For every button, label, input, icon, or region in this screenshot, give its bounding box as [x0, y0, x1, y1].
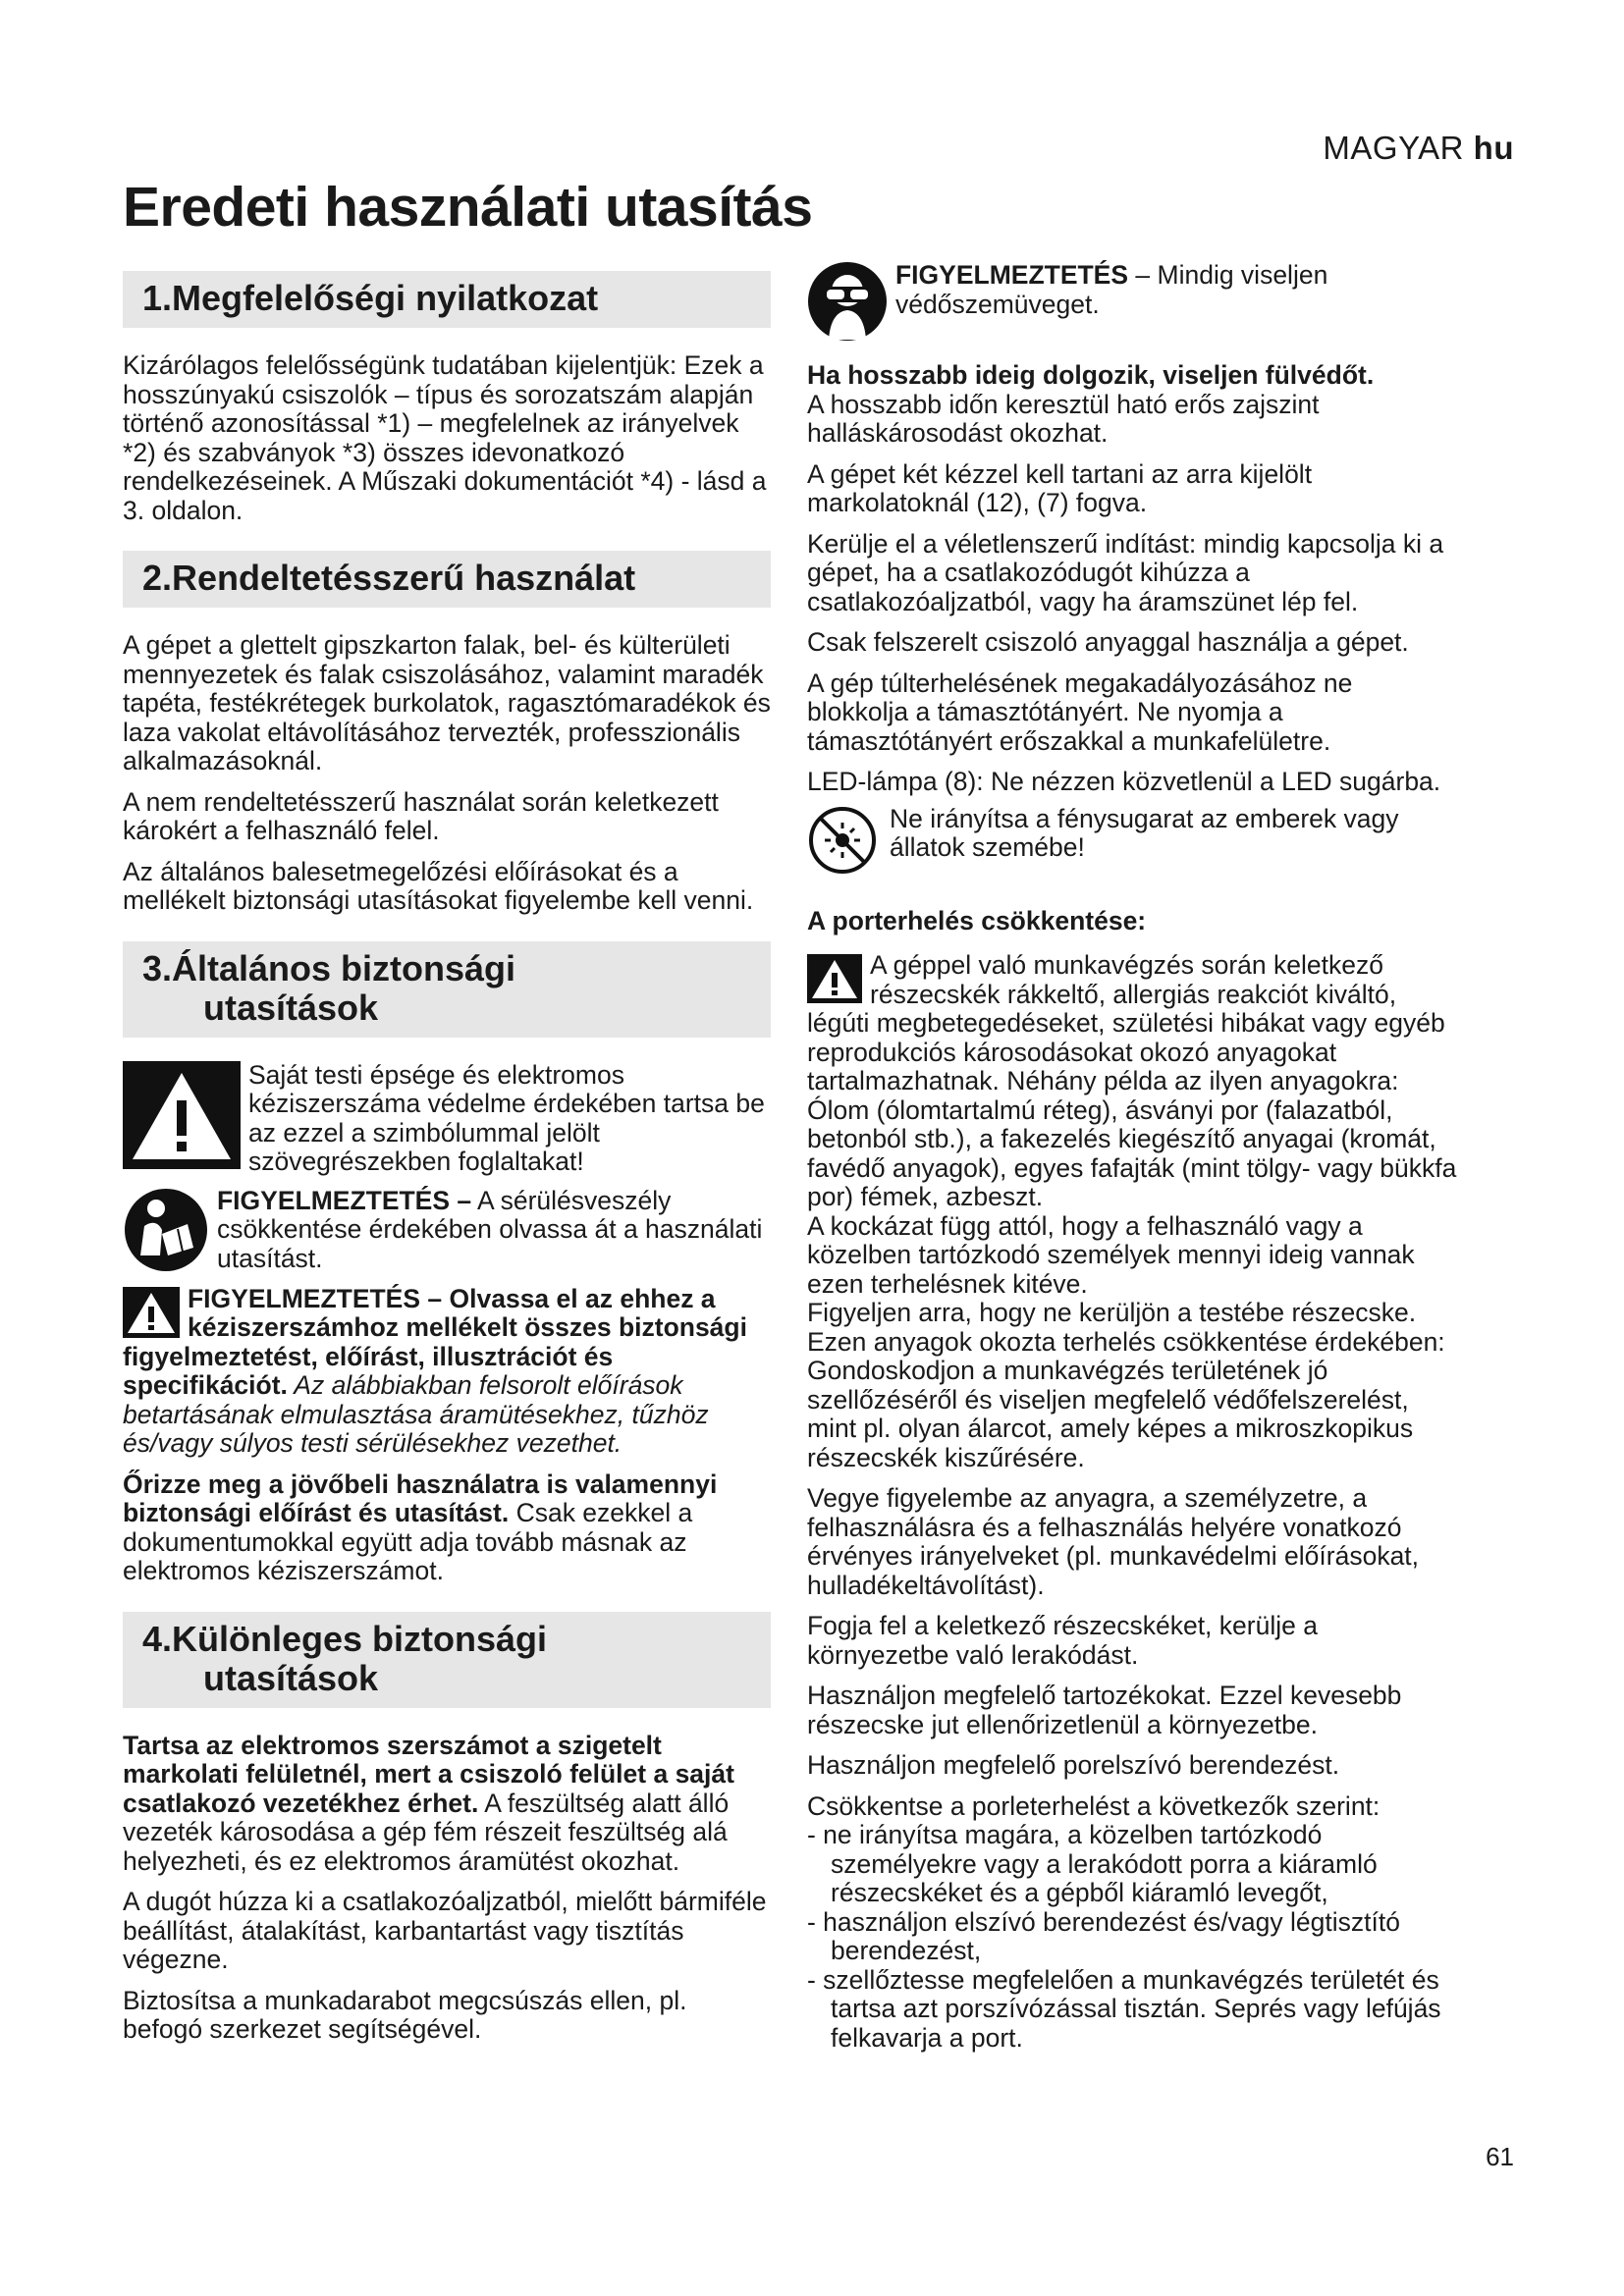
- warning-symbol-note: [123, 1061, 771, 1177]
- warning-triangle-icon: [123, 1061, 241, 1169]
- keep-instructions-text: Csak ezekkel a dokumentumokkal együtt adja tovább másnak az elektromos kéziszerszámot.: [123, 1498, 693, 1585]
- small-warning-icon: [123, 1287, 180, 1338]
- led-eye-text: Ne irányítsa a fénysugarat az emberek vagy állatok szemébe!: [890, 803, 1399, 862]
- list-item: - használjon elszívó berendezést és/vagy légtisztító berendezést,: [807, 1906, 1400, 1965]
- read-manual-warning-label: FIGYELMEZTETÉS –: [217, 1185, 472, 1215]
- led-eye-note: [807, 805, 1460, 880]
- warning-symbol-text: Saját testi épsége és elektromos kéziszerszáma védelme érdekében tartsa be az ezzel a szimbólummal jelölt szövegrészekben foglaltakat!: [248, 1059, 765, 1176]
- dust-block: [807, 951, 1460, 1472]
- section-2-text-1: A gépet a glettelt gipszkarton falak, bel- és külterületi mennyezetek és falak csiszolásához, valamint maradék tapéta, festékrétegek burkolatok, ragasztómaradékok és laza vakolat eltávolításához tervezték, professzionális alkalmazásoknál.: [123, 630, 771, 775]
- goggles-note: [807, 261, 1460, 346]
- accessories-paragraph: Használjon megfelelő tartozékokat. Ezzel kevesebb részecske jut ellenőrizetlenül a környezetbe.: [807, 1681, 1402, 1739]
- dust-warning-icon: [807, 954, 862, 1003]
- page-title: Eredeti használati utasítás: [123, 176, 813, 239]
- unplug-paragraph: A dugót húzza ki a csatlakozóaljzatból, mielőtt bármiféle beállítást, átalakítást, karbantartást vagy tisztítás végezne.: [123, 1887, 767, 1974]
- language-indicator: [1323, 130, 1514, 167]
- right-column: [807, 261, 1460, 2053]
- section-3-heading: [123, 941, 771, 1038]
- secure-workpiece-paragraph: Biztosítsa a munkadarabot megcsúszás ellen, pl. befogó szerkezet segítségével.: [123, 1985, 687, 2044]
- overload-paragraph: A gép túlterhelésének megakadályozásához ne blokkolja a támasztótányért. Ne nyomja a támasztótányért erőszakkal a munkafelületre.: [807, 667, 1353, 756]
- section-1-number: 1.: [142, 278, 173, 318]
- keep-instructions-bold: Őrizze meg a jövőbeli használatra is valamennyi biztonsági előírást és utasítást.: [123, 1468, 718, 1527]
- two-hands-paragraph: A gépet két kézzel kell tartani az arra kijelölt markolatoknál (12), (7) fogva.: [807, 458, 1313, 517]
- section-2-text-2: A nem rendeltetésszerű használat során keletkezett károkért a felhasználó felel.: [123, 786, 719, 845]
- ear-protection-paragraph: [807, 361, 1460, 449]
- read-manual-text: A sérülésveszély csökkentése érdekében olvassa át a használati utasítást.: [217, 1185, 763, 1273]
- section-3-title-line-2: utasítások: [203, 987, 379, 1028]
- section-1-heading: [123, 271, 771, 328]
- section-1-title: Megfelelőségi nyilatkozat: [172, 278, 599, 318]
- section-2-text-3: Az általános balesetmegelőzési előírásokat és a mellékelt biztonsági utasításokat figyelembe kell venni.: [123, 856, 754, 915]
- dust-text-2: A kockázat függ attól, hogy a felhasználó vagy a közelben tartózkodó személyek mennyi ideig vannak ezen terhelésnek kitéve.: [807, 1210, 1415, 1299]
- goggles-warning-label: FIGYELMEZTETÉS: [895, 260, 1129, 290]
- dust-extraction-paragraph: Használjon megfelelő porelszívó berendezést.: [807, 1750, 1340, 1780]
- section-2-number: 2.: [142, 558, 173, 598]
- general-warning-italic: Az alábbiakban felsorolt előírások betartásának elmulasztása áramütésekhez, tűzhöz és/vagy súlyos testi sérülésekhez vezethet.: [123, 1370, 709, 1458]
- dust-text-4: Ezen anyagok okozta terhelés csökkentése érdekében: Gondoskodjon a munkavégzés területének jó szellőzéséről és viseljen megfelelő védőfelszerelést, mint pl. olyan álarcot, amely képes a mikroszkopikus részecskék kiszűrésére.: [807, 1326, 1445, 1472]
- list-item: - szellőztesse megfelelően a munkavégzés területét és tartsa azt porszívózással tisztán. Seprés vagy lefújás felkavarja a port.: [807, 1964, 1441, 2053]
- dust-text-1: A géppel való munkavégzés során keletkező részecskék rákkeltő, allergiás reakciót kiváltó, légúti megbetegedéseket, születési hibákat vagy egyéb reprodukciós károsodásokat okozó anyagokat tartalmazhatnak. Néhány példa az ilyen anyagokra: Ólom (ólomtartalmú réteg), ásványi por (falazatból, betonból stb.), a fakezelés kiegészítő anyagai (kromát, favédő anyagok), egyes fafajták (mint tölgy- vagy bükkfa por) fémek, azbeszt.: [807, 950, 1457, 1211]
- section-4-number: 4.: [142, 1618, 173, 1659]
- section-4-title-line-1: Különleges biztonsági: [172, 1618, 548, 1659]
- reduce-dust-intro: Csökkentse a porleterhelést a következők szerint:: [807, 1790, 1380, 1821]
- regulations-paragraph: Vegye figyelembe az anyagra, a személyzetre, a felhasználásra és a felhasználás helyére vonatkozó érvényes irányelveket (pl. munkavédelmi előírásokat, hulladékeltávolítást).: [807, 1483, 1420, 1600]
- left-column: [123, 271, 771, 2056]
- section-3-number: 3.: [142, 947, 173, 988]
- unintended-start-paragraph: Kerülje el a véletlenszerű indítást: mindig kapcsolja ki a gépet, ha a csatlakozódugót kihúzza a csatlakozóaljzatból, vagy ha áramszünet lép fel.: [807, 528, 1444, 616]
- section-4-heading: [123, 1612, 771, 1708]
- language-name: MAGYAR: [1323, 130, 1464, 166]
- section-2-title: Rendeltetésszerű használat: [172, 558, 636, 598]
- read-manual-icon: [123, 1187, 209, 1273]
- insulated-grip-bold: Tartsa az elektromos szerszámot a szigetelt markolati felületnél, mert a csiszoló felület a saját csatlakozó vezetékhez érhet.: [123, 1730, 734, 1818]
- keep-instructions-paragraph: [123, 1470, 771, 1586]
- read-manual-note: [123, 1187, 771, 1277]
- language-code: hu: [1473, 130, 1514, 166]
- goggles-warning-text: – Mindig viseljen védőszemüveget.: [895, 260, 1328, 319]
- general-warning-paragraph: [123, 1285, 771, 1459]
- dust-text-3: Figyeljen arra, hogy ne kerüljön a testébe részecske.: [807, 1298, 1417, 1327]
- section-1-text: Kizárólagos felelősségünk tudatában kijelentjük: Ezek a hosszúnyakú csiszolók – típus és sorozatszám alapján történő azonosítással *1) – megfelelnek az irányelvek *2) és szabványok *3) összes idevonatkozó rendelkezéseinek. A Műszaki dokumentációt *4) - lásd a 3. oldalon.: [123, 350, 767, 525]
- section-4-title-line-2: utasítások: [203, 1657, 379, 1698]
- dust-heading: A porterhelés csökkentése:: [807, 905, 1147, 935]
- catch-particles-paragraph: Fogja fel a keletkező részecskéket, kerülje a környezetbe való lerakódást.: [807, 1611, 1318, 1670]
- reduce-dust-list: [807, 1821, 1460, 2053]
- ear-protection-bold: Ha hosszabb ideig dolgozik, viseljen fülvédőt.: [807, 360, 1375, 390]
- section-3-title-line-1: Általános biztonsági: [172, 947, 516, 988]
- no-light-beam-icon: [807, 805, 878, 876]
- insulated-grip-text: A feszültség alatt álló vezeték károsodása a gép fém részeit feszültség alá helyezheti, és ez elektromos áramütést okozhat.: [123, 1788, 730, 1876]
- led-paragraph: LED-lámpa (8): Ne nézzen közvetlenül a LED sugárba.: [807, 767, 1441, 796]
- page-number: 61: [1486, 2142, 1514, 2171]
- general-warning-bold: FIGYELMEZTETÉS – Olvassa el az ehhez a kéziszerszámhoz mellékelt összes biztonsági figyelmeztetést, előírást, illusztrációt és specifikációt.: [123, 1283, 747, 1400]
- safety-goggles-icon: [807, 261, 888, 342]
- equipped-abrasive-paragraph: Csak felszerelt csiszoló anyaggal használja a gépet.: [807, 627, 1409, 657]
- list-item: - ne irányítsa magára, a közelben tartózkodó személyekre vagy a lerakódott porra a kiáramló részecskéket és a gépből kiáramló levegőt,: [807, 1820, 1378, 1907]
- insulated-grip-paragraph: [123, 1732, 771, 1877]
- ear-protection-text: A hosszabb időn keresztül ható erős zajszint halláskárosodást okozhat.: [807, 389, 1320, 448]
- section-2-heading: [123, 551, 771, 608]
